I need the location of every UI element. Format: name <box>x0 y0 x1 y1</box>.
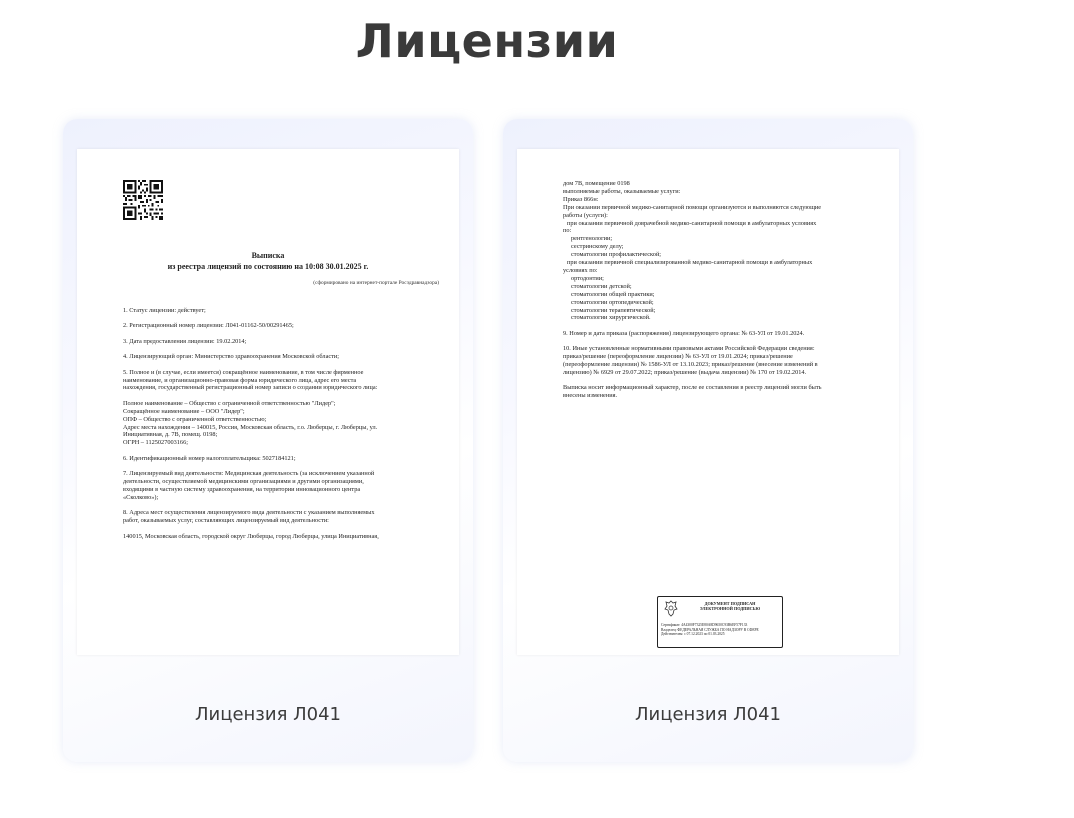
document-line: рентгенологии; <box>571 235 613 243</box>
qr-code-icon <box>123 180 163 220</box>
license-document-preview[interactable] <box>517 149 899 655</box>
document-paragraph: 8. Адреса мест осуществления лицензируемого вида деятельности с указанием выполняемых работ, оказываемых услуг, составляющих лицензируемый вид деятельности: <box>123 509 375 525</box>
document-line: условиях по: <box>563 266 598 274</box>
document-line: Приказ 866н: <box>563 195 599 203</box>
document-line: выполняемые работы, оказываемые услуги: <box>563 187 681 195</box>
document-line: стоматологии общей практики; <box>571 290 655 298</box>
document-line: дом 7В, помещение 0198 <box>563 180 630 187</box>
document-line: При оказании первичной медико-санитарной помощи организуются и выполняются следующие <box>563 203 822 211</box>
license-card-caption[interactable]: Лицензия Л041 <box>194 704 342 725</box>
document-spacer <box>563 338 877 346</box>
document-line: Выписка носит информационный характер, после ее составления в реестр лицензий могли быть <box>563 384 822 392</box>
document-subheading: (сформировано на интернет-портале Росздравнадзора) <box>313 280 439 286</box>
page-title: Лицензии <box>355 14 619 68</box>
document-body <box>563 180 877 400</box>
coat-of-arms-icon <box>663 600 679 617</box>
document-line: 9. Номер и дата приказа (распоряжения) лицензирующего органа: № 63-УЛ от 19.01.2024. <box>563 329 805 337</box>
document-paragraph: 5. Полное и (в случае, если имеется) сокращённое наименование, в том числе фирменное наименование, и организационно-правовая форма юридического лица, адрес его места нахождения, государственный регистрационный номер записи о создании юридического лица: <box>123 368 378 392</box>
document-line: работы (услуги): <box>563 211 608 219</box>
document-paragraph: 4. Лицензирующий орган: Министерство здравоохранения Московской области; <box>123 353 340 361</box>
document-line: при оказании первичной специализированной медико-санитарной помощи в амбулаторных <box>567 259 813 267</box>
document-paragraph: 1. Статус лицензии: действует; <box>123 307 206 314</box>
document-line: стоматологии терапевтической; <box>571 306 656 314</box>
document-line: 10. Иные установленные нормативными правовыми актами Российской Федерации сведения: <box>563 345 815 353</box>
document-body <box>123 307 437 548</box>
document-paragraph: 140015, Московская область, городской округ Люберцы, город Люберцы, улица Инициативная, <box>123 532 379 540</box>
document-line: лицензию) № 6929 от 29.07.2022; приказ/решение (выдача лицензии) № 170 от 19.02.2014. <box>563 368 807 376</box>
document-line: внесены изменения. <box>563 392 618 400</box>
document-spacer <box>563 322 877 330</box>
license-card[interactable] <box>63 119 473 762</box>
document-paragraph: Полное наименование – Общество с ограниченной ответственностью "Лидер"; Сокращённое наименование – ООО "Лидер"; ОПФ – Общество с ограниченной ответственностью; Адрес места нахождения – 140015, Россия, Московская область, г.о. Люберцы, г. Люберцы, ул. Инициативная, д. 7В, помещ. 0198; ОГРН – 1125027003166; <box>123 399 378 447</box>
document-line: при оказании первичной доврачебной медико-санитарной помощи в амбулаторных условиях <box>567 219 817 227</box>
document-line: приказ/решение (переоформление лицензии) № 63-УЛ от 19.01.2024; приказ/решение <box>563 353 793 361</box>
document-line: (переоформление лицензии) № 1586-УЛ от 13.10.2023; приказ/решение (внесение изменений в <box>563 361 818 369</box>
document-line: стоматологии детской; <box>571 282 632 290</box>
stamp-details: Сертификат: 4A4300F7325E80A8D9650C93B6EF57F133 Владелец: ФЕДЕРАЛЬНАЯ СЛУЖБА ПО НАДЗОРУ В СФЕРЕ Действителен: с 07.12.2023 по 01.03.2025 <box>661 623 759 637</box>
license-card[interactable] <box>503 119 913 762</box>
document-paragraph: 3. Дата предоставления лицензии: 19.02.2014; <box>123 337 247 345</box>
document-line: стоматологии ортопедической; <box>571 298 654 306</box>
document-line: по: <box>563 227 572 235</box>
document-line: ортодонтии; <box>571 274 604 282</box>
electronic-signature-stamp <box>657 596 783 648</box>
stamp-title: ДОКУМЕНТ ПОДПИСАН ЭЛЕКТРОННОЙ ПОДПИСЬЮ <box>699 601 761 611</box>
document-paragraph: 2. Регистрационный номер лицензии: Л041-01162-50/00291465; <box>123 322 294 330</box>
document-paragraph: 7. Лицензируемый вид деятельности: Медицинская деятельность (за исключением указанной деятельности, осуществляемой медицинскими организациями и другими организациями, входящими в частную систему здравоохранения, на территории инновационного центра «Сколково»); <box>123 470 375 501</box>
document-spacer <box>563 377 877 385</box>
license-document-preview[interactable] <box>77 149 459 655</box>
document-heading: Выписка из реестра лицензий по состоянию на 10:08 30.01.2025 г. <box>167 251 369 271</box>
document-line: сестринскому делу; <box>571 243 624 251</box>
document-line: стоматологии хирургической. <box>571 314 651 322</box>
license-card-caption[interactable]: Лицензия Л041 <box>634 704 782 725</box>
document-line: стоматологии профилактической; <box>571 251 662 259</box>
document-paragraph: 6. Идентификационный номер налогоплательщика: 5027184121; <box>123 454 296 462</box>
